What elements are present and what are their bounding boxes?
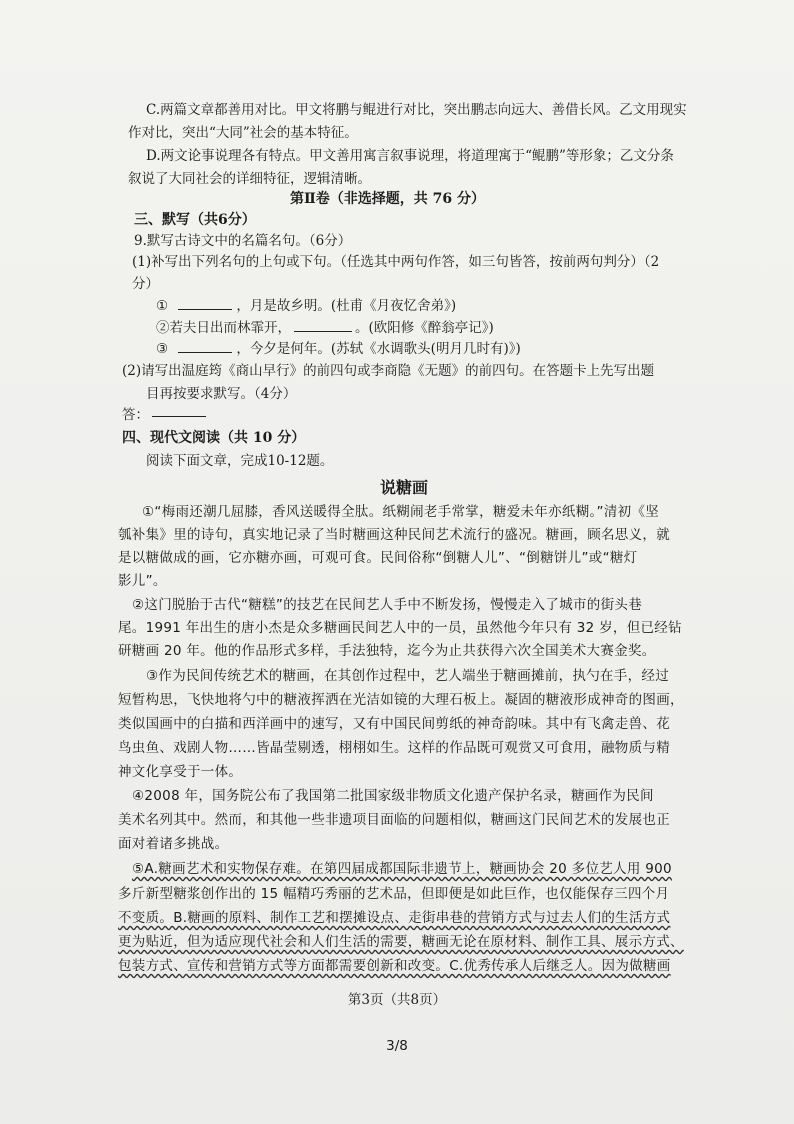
item-2-tail: 。(欧阳修《醉翁亭记》) [355,320,494,336]
p5-line3: 不变质。B.糖画的原料、制作工艺和摆摊设点、走街串巷的营销方式与过去人们的生活方式 [118,910,671,926]
part2-title: 第Ⅱ卷（非选择题，共 76 分） [290,191,486,207]
item-3-text: ，今夕是何年。(苏轼《水调歌头(明月几时有)》) [236,341,521,357]
p3-line4: 鸟虫鱼、戏剧人物……皆晶莹剔透，栩栩如生。这样的作品既可观赏又可食用，融物质与精 [118,740,670,756]
answer-label: 答： [122,407,149,423]
p4-line3: 面对着诸多挑战。 [118,836,229,852]
p3-line5: 神文化享受于一体。 [118,764,243,780]
p2-line2: 尾。1991 年出生的唐小杰是众多糖画民间艺人中的一员，虽然他今年只有 32 岁，但已经钻 [118,620,682,636]
item-3-number: ③ [156,341,169,357]
q9-2-line1: (2)请写出温庭筠《商山早行》的前四句或李商隐《无题》的前四句。在答题卡上先写出题 [122,363,655,379]
answer-blank-3[interactable] [178,341,232,353]
p5-line5: 包装方式、宣传和营销方式等方面都需要创新和改变。C.优秀传承人后继乏人。因为做糖画 [118,958,671,974]
blank-item-2 [156,316,494,336]
q9-1-line2: 分） [132,276,159,292]
page-label: 第3页（共8页） [347,992,447,1008]
blank-item-3 [156,337,521,357]
p1-line1: ①“梅雨还潮几屈膝，香风送暖得全肽。纸糊闹老手常掌，糖爱未年亦纸糊。”清初《坚 [142,504,660,520]
page-counter: 3/8 [386,1038,408,1054]
p2-line3: 研糖画 20 年。他的作品形式多样，手法独特，迄今为止共获得六次全国美术大赛金奖。 [118,643,656,659]
p4-line1: ④2008 年，国务院公布了我国第二批国家级非物质文化遗产保护名录，糖画作为民间 [132,788,654,804]
option-d-line2: 叙说了大同社会的详细特征，逻辑清晰。 [128,171,371,187]
p1-line3: 是以糖做成的画，它亦糖亦画，可观可食。民间俗称“倒糖人儿”、“倒糖饼儿”或“糖灯 [118,550,638,566]
answer-blank-2[interactable] [294,320,352,332]
item-2-text: ②若夫日出而林霏开， [156,320,291,336]
p2-line1: ②这门脱胎于古代“糖糕”的技艺在民间艺人手中不断发扬，慢慢走入了城市的街头巷 [132,597,642,613]
p5-line4: 更为贴近，但为适应现代社会和人们生活的需要，糖画无论在原材料、制作工具、展示方式、 [118,934,684,950]
option-d-line1: D.两文论事说理各有特点。甲文善用寓言叙事说理，将道理寓于“鲲鹏”等形象；乙文分条 [146,148,674,164]
p4-line2: 美术名列其中。然而，和其他一些非遗项目面临的问题相似，糖画这门民间艺术的发展也正 [118,812,670,828]
q9-2-line2: 目再按要求默写。（4分） [146,386,297,402]
blank-item-1 [156,294,456,314]
p1-line4: 影儿”。 [118,573,167,589]
answer-blank-1[interactable] [178,298,232,310]
reading-instruction: 阅读下面文章，完成10-12题。 [146,453,334,469]
p3-line3: 类似国画中的白描和西洋画中的速写，又有中国民间剪纸的神奇韵味。其中有飞禽走兽、花 [118,716,670,732]
answer-line[interactable] [152,416,206,417]
q9-heading: 9.默写古诗文中的名篇名句。（6分） [134,233,352,249]
section4-heading: 四、现代文阅读（共 10 分） [122,430,306,446]
option-c-line2: 作对比，突出“大同”社会的基本特征。 [128,125,358,141]
p5-line1: ⑤A.糖画艺术和实物保存难。在第四届成都国际非遗节上，糖画协会 20 多位艺人用 900 [132,861,672,877]
item-1-number: ① [156,298,169,314]
article-title: 说糖画 [380,478,429,497]
p3-line2: 短暂构思，飞快地将勺中的糖液挥洒在光洁如镜的大理石板上。凝固的糖液形成神奇的图画， [118,692,684,708]
section3-heading: 三、默写（共6分） [134,212,256,228]
p3-line1: ③作为民间传统艺术的糖画，在其创作过程中，艺人端坐于糖画摊前，执勺在手，经过 [146,668,670,684]
p5-line2: 多斤新型糖浆创作出的 15 幅精巧秀丽的艺术品，但即便是如此巨作，也仅能保存三四个月 [118,886,670,902]
option-c-line1: C.两篇文章都善用对比。甲文将鹏与鲲进行对比，突出鹏志向远大、善借长风。乙文用现实 [146,102,687,118]
item-1-text: ，月是故乡明。(杜甫《月夜忆舍弟》) [236,298,457,314]
q9-1-line1: (1)补写出下列名句的上句或下句。（任选其中两句作答，如三句皆答，按前两句判分）（2 [132,254,660,270]
p1-line2: 瓠补集》里的诗句，真实地记录了当时糖画这种民间艺术流行的盛况。糖画，顾名思义，就 [118,527,670,543]
